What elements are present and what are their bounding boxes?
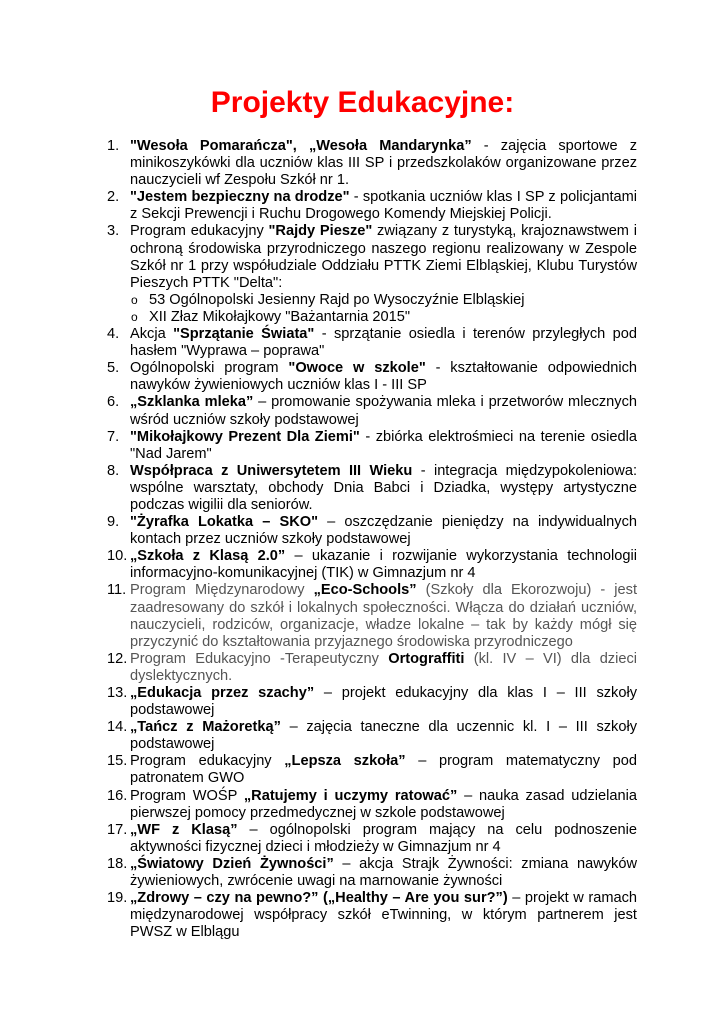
- list-item: [107, 463, 637, 514]
- item-text: – zajęcia taneczne dla uczennic kl. I – III szkoły podstawowej: [130, 719, 637, 753]
- item-text: - sprzątanie osiedla i terenów przyległych pod hasłem "Wyprawa – poprawa": [130, 326, 637, 360]
- sub-item-text: XII Złaz Mikołajkowy "Bażantarnia 2015": [149, 308, 411, 325]
- item-text: – ogólnopolski program mający na celu podnoszenie aktywności fizycznej dzieci i młodzieży w Gimnazjum nr 4: [130, 821, 637, 855]
- item-text: Akcja: [130, 326, 174, 343]
- item-text: – program matematyczny pod patronatem GWO: [130, 753, 637, 787]
- item-text: (Szkoły dla Ekorozwoju) - jest zaadresowany do szkół i lokalnych społeczności. Włącza do działań uczniów, nauczycieli, rodziców, organizacje, władze lokalne – tak by każdy mógł się przyczynić do kształtowania przyjaznego środowiska przyrodniczego: [130, 582, 637, 650]
- item-title: "Sprzątanie Świata": [173, 326, 315, 343]
- item-number: 17.: [107, 821, 128, 838]
- item-title: "Rajdy Piesze": [268, 223, 373, 240]
- item-title: „WF z Klasą”: [130, 821, 238, 838]
- list-item: [107, 360, 637, 394]
- projects-list: [107, 138, 637, 941]
- item-number: 8.: [107, 462, 120, 479]
- item-number: 3.: [107, 223, 120, 240]
- item-title: "Wesoła Pomarańcza", „Wesoła Mandarynka”: [130, 138, 472, 154]
- item-number: 10.: [107, 548, 128, 565]
- item-number: 11.: [107, 582, 127, 599]
- item-text: - zajęcia sportowe z minikoszykówki dla uczniów klas III SP i przedszkolaków organizowane przez nauczycieli wf Zespołu Szkół nr 1.: [130, 138, 637, 189]
- page-title: Projekty Edukacyjne:: [210, 86, 515, 119]
- item-number: 14.: [107, 719, 128, 736]
- sub-list-item: [107, 292, 637, 309]
- item-number: 1.: [107, 138, 120, 154]
- list-item: [107, 890, 637, 941]
- item-title: „Eco-Schools”: [313, 582, 417, 599]
- list-item: [107, 514, 637, 548]
- item-text: – nauka zasad udzielania pierwszej pomocy przedmedycznej w szkole podstawowej: [130, 787, 637, 821]
- sub-list-item: [107, 309, 637, 326]
- item-text: Program Międzynarodowy: [130, 582, 314, 599]
- list-item: [107, 429, 637, 463]
- list-item: [107, 719, 637, 753]
- list-item: [107, 856, 637, 890]
- list-item: [107, 138, 637, 189]
- item-number: 7.: [107, 428, 120, 445]
- item-text: - zbiórka elektrośmieci na terenie osiedla "Nad Jarem": [130, 428, 637, 462]
- item-title: „Edukacja przez szachy”: [130, 685, 315, 701]
- item-title: Ortograffiti: [388, 650, 465, 667]
- item-text: Ogólnopolski program: [130, 360, 289, 377]
- item-title: "Jestem bezpieczny na drodze": [130, 189, 350, 206]
- item-text: – projekt w ramach międzynarodowej współpracy szkół eTwinning, w którym partnerem jest PWSZ w Elblągu: [130, 890, 637, 941]
- item-text: - spotkania uczniów klas I SP z policjantami z Sekcji Prewencji i Ruchu Drogowego Komendy Miejskiej Policji.: [130, 189, 638, 223]
- item-text: – akcja Strajk Żywności: zmiana nawyków żywieniowych, zwrócenie uwagi na marnowanie żywności: [130, 855, 637, 890]
- item-number: 12.: [107, 650, 128, 667]
- item-text: - integracja międzypokoleniowa: wspólne warsztaty, obchody Dnia Babci i Dziadka, występy artystyczne podczas wigilii dla seniorów.: [130, 462, 638, 513]
- item-text: Program edukacyjny: [130, 753, 285, 770]
- item-text: Program edukacyjny: [130, 223, 269, 240]
- item-text: związany z turystyką, krajoznawstwem i ochroną środowiska przyrodniczego naszego regionu realizowany w Zespole Szkół nr 1 przy współudziale Oddziału PTTK Ziemi Elbląskiej, Klubu Turystów Pieszych PTTK "Delta":: [130, 223, 637, 291]
- list-item: [107, 685, 637, 719]
- list-item: [107, 582, 637, 650]
- circle-bullet-icon: o: [131, 292, 138, 307]
- sub-item-text: 53 Ogólnopolski Jesienny Rajd po Wysoczyźnie Elbląskiej: [149, 291, 525, 308]
- item-title: „Światowy Dzień Żywności”: [130, 855, 334, 872]
- list-item: [107, 189, 637, 223]
- item-text: (kl. IV – VI) dla dzieci dyslektycznych.: [130, 650, 638, 684]
- list-item: [107, 548, 637, 582]
- item-title: "Mikołajkowy Prezent Dla Ziemi": [130, 428, 360, 445]
- item-number: 5.: [107, 360, 120, 377]
- item-title: „Lepsza szkoła”: [284, 753, 406, 770]
- item-number: 18.: [107, 855, 128, 872]
- item-title: "Żyrafka Lokatka – SKO": [130, 514, 318, 531]
- item-number: 4.: [107, 326, 120, 343]
- list-item: [107, 753, 637, 787]
- list-item: [107, 326, 637, 360]
- item-title: Współpraca z Uniwersytetem III Wieku: [130, 462, 413, 479]
- item-text: - kształtowanie odpowiednich nawyków żywieniowych uczniów klas I - III SP: [130, 360, 637, 394]
- item-title: „Szklanka mleka”: [130, 394, 254, 411]
- item-number: 6.: [107, 394, 120, 411]
- item-number: 9.: [107, 514, 120, 531]
- list-item: [107, 223, 637, 291]
- item-text: – ukazanie i rozwijanie wykorzystania technologii informacyjno-komunikacyjnej (TIK) w Gimnazjum nr 4: [130, 548, 637, 582]
- item-title: „Tańcz z Mażoretką”: [130, 719, 281, 736]
- item-number: 2.: [107, 189, 120, 206]
- item-number: 16.: [107, 787, 128, 804]
- item-number: 15.: [107, 753, 128, 770]
- item-number: 13.: [107, 685, 128, 701]
- item-number: 19.: [107, 890, 128, 907]
- item-title: „Ratujemy i uczymy ratować”: [243, 787, 458, 804]
- list-item: [107, 822, 637, 856]
- item-title: "Owoce w szkole": [288, 360, 426, 377]
- list-item: [107, 651, 637, 685]
- circle-bullet-icon: o: [131, 309, 138, 324]
- item-title: „Zdrowy – czy na pewno?” („Healthy – Are you sur?”): [130, 890, 508, 907]
- item-text: Program Edukacyjno -Terapeutyczny: [130, 650, 389, 667]
- item-text: – promowanie spożywania mleka i przetworów mlecznych wśród uczniów szkoły podstawowej: [130, 394, 637, 428]
- item-text: – projekt edukacyjny dla klas I – III szkoły podstawowej: [130, 685, 637, 719]
- item-title: „Szkoła z Klasą 2.0”: [130, 548, 286, 565]
- list-item: [107, 394, 637, 428]
- item-text: Program WOŚP: [130, 787, 244, 804]
- list-item: [107, 788, 637, 822]
- item-text: – oszczędzanie pieniędzy na indywidualnych kontach przez uczniów szkoły podstawowej: [130, 514, 637, 548]
